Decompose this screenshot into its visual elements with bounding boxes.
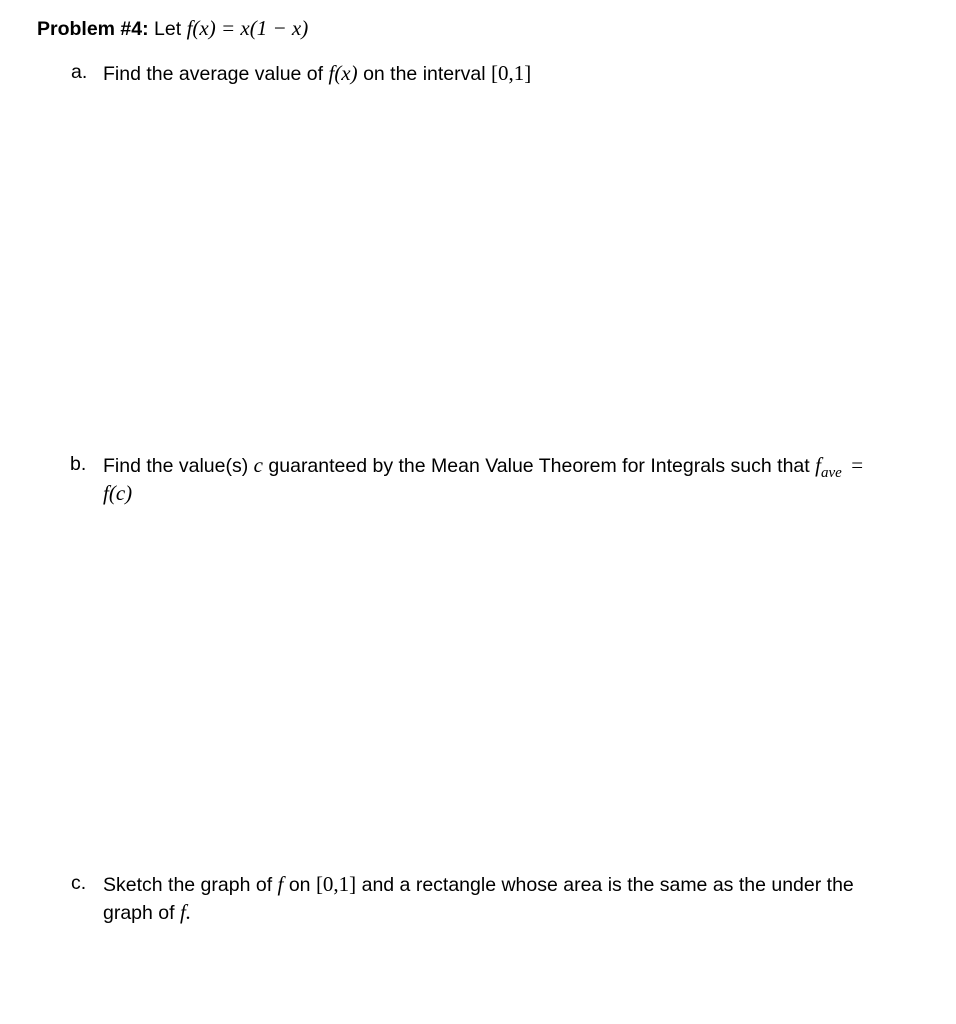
part-a-text-1: Find the average value of (103, 63, 324, 85)
problem-intro: Let (154, 18, 182, 40)
part-a-marker: a. (71, 61, 88, 83)
part-c-f: f (277, 872, 284, 896)
part-c-text-line2 (103, 902, 191, 924)
part-c-marker: c. (71, 872, 87, 894)
part-c-text-3: and a rectangle whose area is the same as the under the (361, 874, 854, 896)
part-a-interval: [0,1] (490, 61, 532, 85)
part-b-text-2: guaranteed by the Mean Value Theorem for Integrals such that (268, 455, 810, 477)
part-c-text-line1 (103, 874, 854, 896)
part-b-c: c (253, 453, 263, 477)
part-c-text-1: Sketch the graph of (103, 874, 273, 896)
part-b-text-1: Find the value(s) (103, 455, 249, 477)
problem-label: Problem #4: (37, 18, 149, 40)
part-b-subscript-ave: ave (820, 465, 842, 481)
part-b-f: f (815, 453, 821, 477)
part-b-marker: b. (70, 453, 87, 475)
part-c-f-end: f. (179, 900, 192, 924)
part-a-function: f(x) (328, 61, 358, 85)
part-b-equals: = (851, 453, 864, 477)
part-b-text-line2 (103, 483, 132, 505)
part-c-text-4: graph of (103, 902, 175, 924)
part-a-text (103, 63, 531, 85)
function-definition: f(x) = x(1 − x) (186, 16, 309, 40)
part-c-text-2: on (288, 874, 311, 896)
part-a-text-2: on the interval (363, 63, 486, 85)
part-b-fc: f(c) (103, 481, 133, 505)
part-c-interval: [0,1] (315, 872, 357, 896)
part-b-text-line1 (103, 453, 864, 481)
problem-heading (37, 18, 308, 40)
